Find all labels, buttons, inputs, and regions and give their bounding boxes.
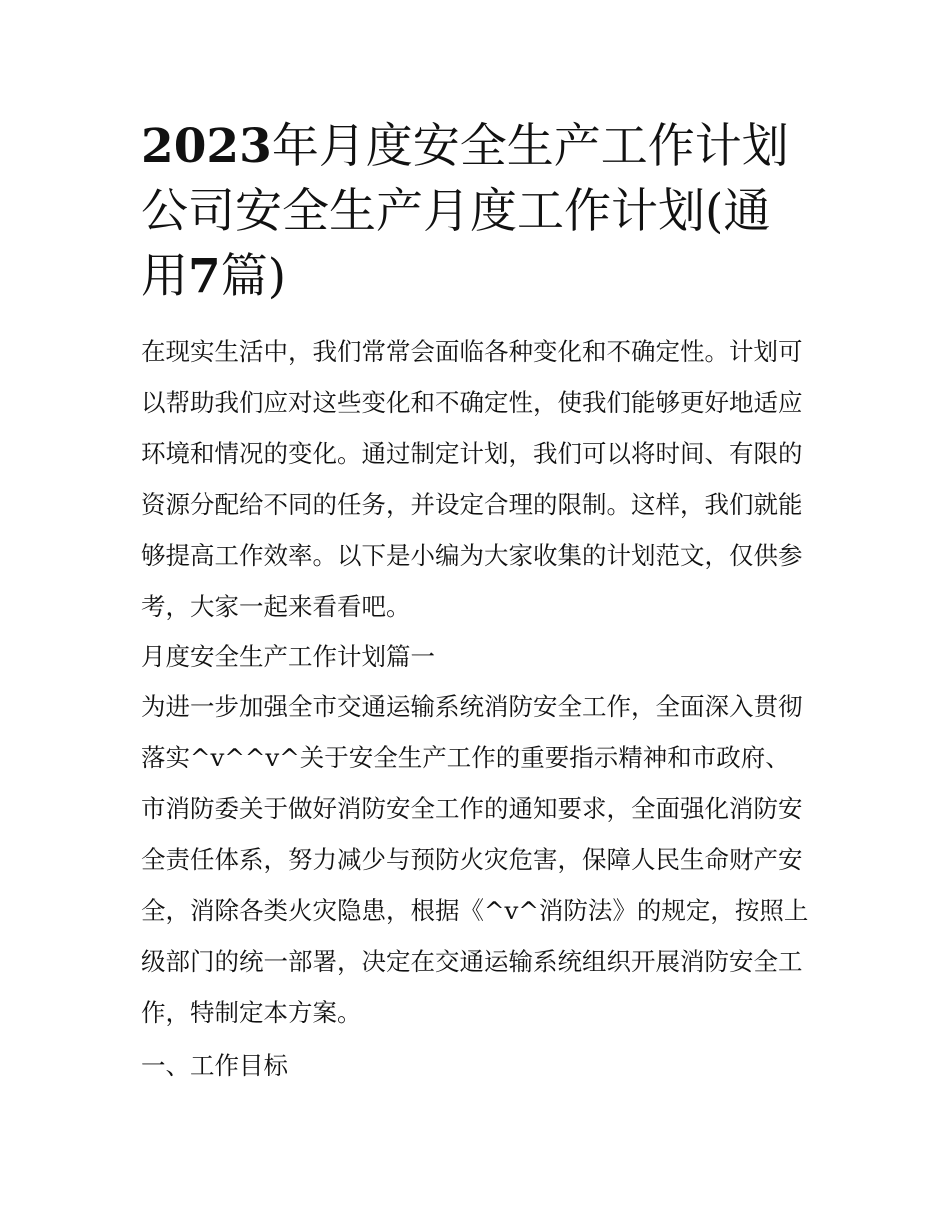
document-content [141,114,813,1090]
title-count: 7 [188,249,221,304]
document-title [141,114,813,309]
title-end: 篇) [220,249,287,304]
section-paragraph: 为进一步加强全市交通运输系统消防安全工作，全面深入贯彻落实^v^^v^关于安全生产工作的重要指示精神和市政府、市消防委关于做好消防安全工作的通知要求，全面强化消防安全责任体系，努力减少与预防火灾危害，保障人民生命财产安全，消除各类火灾隐患，根据《^v^消防法》的规定，按照上级部门的统一部署，决定在交通运输系统组织开展消防安全工作，特制定本方案。 [141,692,809,1027]
section-heading: 月度安全生产工作计划篇一 [141,642,435,671]
sub-heading: 一、工作目标 [141,1051,288,1080]
intro-paragraph: 在现实生活中，我们常常会面临各种变化和不确定性。计划可以帮助我们应对这些变化和不确定性，使我们能够更好地适应环境和情况的变化。通过制定计划，我们可以将时间、有限的资源分配给不同的任务，并设定合理的限制。这样，我们就能够提高工作效率。以下是小编为大家收集的计划范文，仅供参考，大家一起来看看吧。 [141,337,803,621]
document-body [141,326,813,1090]
title-year: 2023 [141,119,272,174]
title-text: 年月度安全生产工作计划公司安全生产月度工作计划(通用 [141,119,789,304]
